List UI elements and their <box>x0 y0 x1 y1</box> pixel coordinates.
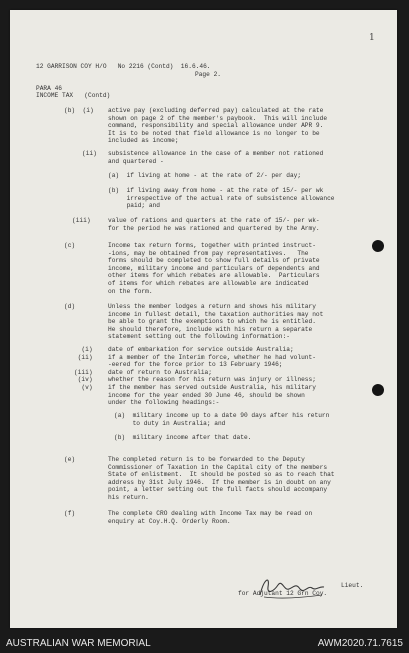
item-b-ii-a: (a) if living at home - at the rate of 2/- per day; <box>108 172 302 179</box>
punch-hole <box>372 384 384 396</box>
item-b-i-text: active pay (excluding deferred pay) calculated at the rate shown on page 2 of the member's paybook. This will include command, responsibility and special allowance under APR 9. It is to be noted that field allowance is no longer to be included as income; <box>108 107 328 145</box>
archive-footer <box>0 633 409 653</box>
item-e-label: (e) <box>64 456 76 463</box>
item-d-a: (a) military income up to a date 90 days after his return to duty in Australia; and <box>114 412 330 427</box>
section-heading: INCOME TAX (Contd) <box>36 92 111 99</box>
item-b-label: (b) (i) <box>64 107 94 114</box>
item-b-iii-label: (iii) <box>72 217 91 224</box>
document-page <box>10 10 397 628</box>
item-f-label: (f) <box>64 510 76 517</box>
item-d-label: (d) <box>64 303 76 310</box>
header-line: 12 GARRISON COY H/O No 2216 (Contd) 16.6.46. <box>36 63 211 70</box>
item-b-ii-text: subsistence allowance in the case of a member not rationed and quartered - <box>108 150 324 165</box>
item-d-list-labels: (i) (ii) (iii) (iv) (v) <box>74 346 93 391</box>
page-label: Page 2. <box>195 71 221 78</box>
punch-hole <box>372 240 384 252</box>
item-d-list: date of embarkation for service outside Australia; if a member of the Interim force, whether he had volunt- -eered for the force prior to 13 February 1946; date of return to Australia; whether the reason for his return was injury or illness; if the member has served outside Australia, his military income for the year ended 30 June 46, should be shown under the following headings:- <box>108 346 316 407</box>
item-b-iii-text: value of rations and quarters at the rate of 15/- per wk- for the period he was rationed and quartered by the Army. <box>108 217 320 232</box>
signature-for-line: for Adjutant 12 Grn Coy. <box>238 590 328 597</box>
signature-rank: Lieut. <box>341 582 364 589</box>
archive-reference: AWM2020.71.7615 <box>317 638 403 649</box>
item-b-ii-label: (ii) <box>82 150 97 157</box>
item-c-label: (c) <box>64 242 76 249</box>
item-e-text: The completed return is to be forwarded to the Deputy Commissioner of Taxation in the Capital city of the members State of enlistment. It should be posted so as to reach that address by 31st July 1946. If the member is in doubt on any point, a letter setting out the full facts should accompany his return. <box>108 456 335 501</box>
page-number-mark: 1 <box>369 33 375 43</box>
item-d-b: (b) military income after that date. <box>114 434 252 441</box>
item-c-text: Income tax return forms, together with printed instruct- -ions, may be obtained from pay representatives. The forms should be completed to show full details of private income, military income and particulars of dependents and other items for which rebates are allowable. Particulars of items for which rebates are allowable are indicated on the form. <box>108 242 320 295</box>
item-f-text: The complete CRO dealing with Income Tax may be read on enquiry at Coy.H.Q. Orderly Room. <box>108 510 313 525</box>
item-d-text: Unless the member lodges a return and shows his military income in fullest detail, the taxation authorities may not be able to grant the exemptions to which he is entitled. He should therefore, include with his return a separate statement setting out the following information:- <box>108 303 324 341</box>
archive-name: AUSTRALIAN WAR MEMORIAL <box>6 638 151 649</box>
item-b-ii-b: (b) if living away from home - at the rate of 15/- per wk irrespective of the actual rate of subsistence allowance paid; and <box>108 187 335 210</box>
para-number: PARA 46 <box>36 85 62 92</box>
